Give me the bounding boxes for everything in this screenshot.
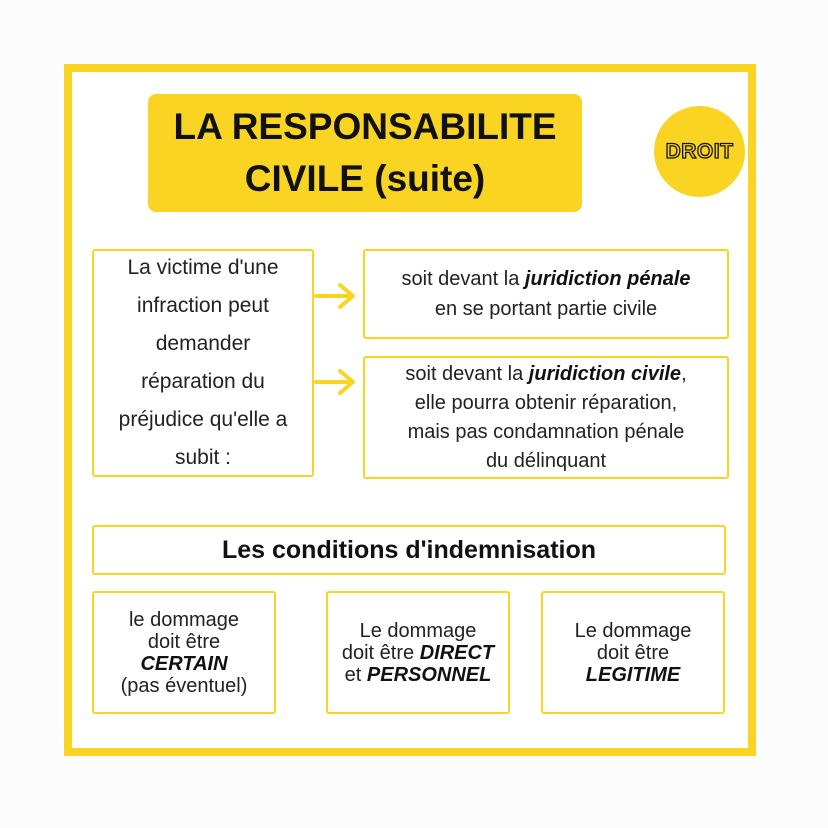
condition-legitime-line-2: doit être bbox=[596, 641, 670, 664]
condition-direct-line-3 bbox=[345, 664, 492, 686]
option-civil-emphasis: juridiction civile bbox=[528, 362, 682, 385]
chevron-arrow-right-icon bbox=[314, 282, 358, 310]
condition-certain-line-1: le dommage bbox=[128, 608, 240, 631]
condition-legitime-line-1: Le dommage bbox=[574, 619, 692, 642]
condition-direct-line-2 bbox=[342, 642, 494, 664]
condition-direct-box bbox=[326, 591, 510, 714]
option-penal-emphasis: juridiction pénale bbox=[524, 268, 691, 290]
condition-certain-line-4: (pas éventuel) bbox=[120, 674, 248, 697]
victim-line-5: préjudice qu'elle a bbox=[118, 408, 288, 431]
option-civil-line-2: elle pourra obtenir réparation, bbox=[414, 391, 678, 414]
option-civil-line-4: du délinquant bbox=[485, 449, 607, 472]
condition-legitime-box bbox=[541, 591, 725, 714]
conditions-title: Les conditions d'indemnisation bbox=[92, 525, 726, 575]
option-penal-line-2: en se portant partie civile bbox=[434, 298, 658, 320]
condition-certain-box bbox=[92, 591, 276, 714]
page-title bbox=[148, 94, 582, 212]
victim-line-1: La victime d'une bbox=[127, 256, 279, 279]
title-line-1: LA RESPONSABILITE bbox=[173, 106, 557, 147]
condition-certain-emphasis: CERTAIN bbox=[140, 652, 228, 675]
condition-personnel-emphasis: PERSONNEL bbox=[366, 663, 492, 686]
condition-legitime-emphasis: LEGITIME bbox=[585, 663, 681, 686]
condition-direct-line-1: Le dommage bbox=[359, 619, 477, 642]
option-penal-prefix: soit devant la bbox=[401, 268, 525, 290]
chevron-arrow-right-icon bbox=[314, 368, 358, 396]
condition-personnel-prefix: et bbox=[344, 663, 367, 686]
option-civil-suffix: , bbox=[681, 362, 687, 385]
option-penal-box bbox=[363, 249, 729, 339]
option-civil-prefix: soit devant la bbox=[405, 362, 529, 385]
option-civil-line-1 bbox=[405, 360, 686, 389]
victim-line-4: réparation du bbox=[141, 370, 265, 393]
option-penal-line-1 bbox=[402, 264, 691, 294]
subject-badge: DROIT bbox=[654, 106, 745, 197]
victim-line-2: infraction peut bbox=[137, 294, 269, 317]
option-civil-line-3: mais pas condamnation pénale bbox=[407, 420, 685, 443]
title-line-2: CIVILE (suite) bbox=[244, 158, 486, 199]
condition-direct-emphasis: DIRECT bbox=[419, 641, 495, 664]
victim-box bbox=[92, 249, 314, 477]
option-civil-box bbox=[363, 356, 729, 479]
condition-certain-line-2: doit être bbox=[147, 630, 221, 653]
victim-line-6: subit : bbox=[174, 446, 232, 469]
condition-direct-prefix: doit être bbox=[341, 641, 420, 664]
victim-line-3: demander bbox=[155, 332, 251, 355]
